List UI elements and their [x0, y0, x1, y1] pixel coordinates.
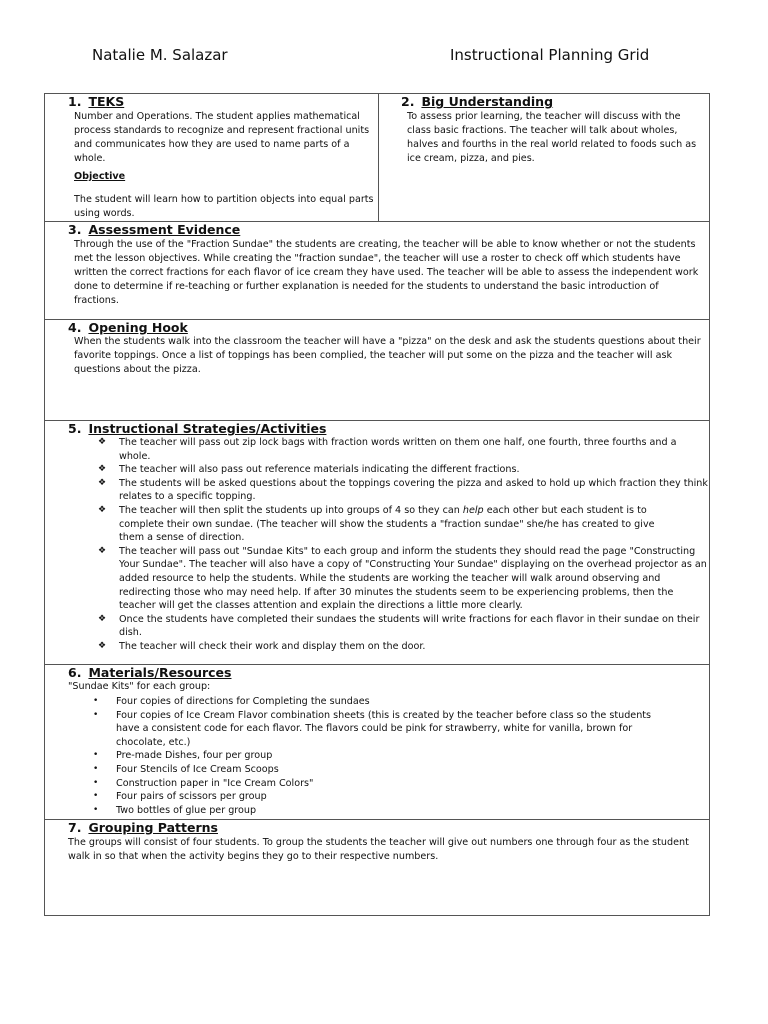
opening-hook-number: 4. — [68, 320, 82, 335]
bullet-icon: • — [93, 763, 99, 774]
opening-hook-heading — [68, 320, 188, 335]
strategies-heading — [68, 421, 326, 436]
big-understanding-text: To assess prior learning, the teacher will discuss with the class basic fractions. The teacher will talk about wholes, halves and fourths in the real world related to foods such as ice cream, pizza, and pies. — [407, 111, 697, 164]
bullet-icon: • — [93, 709, 99, 720]
section-materials — [45, 664, 709, 819]
materials-intro: "Sundae Kits" for each group: — [68, 681, 211, 692]
opening-hook-text: When the students walk into the classroom the teacher will have a "pizza" on the desk and ask the students questions about their favorite toppings. Once a list of toppings has been complied, the teacher will put some on the pizza and the teacher will ask questions about the pizza. — [74, 336, 701, 375]
list-item: • Construction paper in "Ice Cream Colors" — [93, 777, 314, 789]
materials-heading-label: Materials/Resources — [88, 665, 232, 680]
materials-heading — [68, 665, 231, 680]
list-item: ❖ Once the students have completed their sundaes the students will write fractions for each flavor in their sundae on their dish. — [98, 613, 700, 639]
planning-grid — [44, 93, 710, 916]
teks-text: Number and Operations. The student applies mathematical process standards to recognize and represent fractional units and communicates how they are used to name parts of a whole. — [74, 111, 370, 164]
diamond-bullet-icon: ❖ — [98, 477, 107, 488]
section-grouping — [45, 819, 709, 915]
list-item: • Two bottles of glue per group — [93, 804, 257, 816]
bullet-icon: • — [93, 777, 99, 788]
document-title: Instructional Planning Grid — [450, 46, 650, 64]
opening-hook-heading-label: Opening Hook — [88, 320, 188, 335]
bullet-icon: • — [93, 696, 99, 706]
section-instructional-strategies — [45, 420, 709, 664]
big-understanding-number: 2. — [401, 94, 415, 109]
strategies-list — [45, 436, 709, 654]
list-item: • Pre-made Dishes, four per group — [93, 750, 273, 762]
diamond-bullet-icon: ❖ — [98, 504, 107, 515]
diamond-bullet-icon: ❖ — [98, 613, 107, 624]
list-item: ❖ The teacher will pass out "Sundae Kits" to each group and inform the students they should read the page "Constructing Your Sundae". The teacher will also have a copy of "Constructing Your Sundae" displaying on the overhead projector as an added resource to help the students. While the students are working the teacher will walk around observing and redirecting those who may need help. If after 30 minutes the students seem to be experiencing problems, then the teacher will get the classes attention and explain the directions a little more clearly. — [98, 545, 707, 612]
section-teks-and-understanding — [45, 94, 709, 221]
grouping-heading-label: Grouping Patterns — [88, 820, 218, 835]
diamond-bullet-icon: ❖ — [98, 545, 107, 556]
list-item: ❖ The teacher will check their work and display them on the door. — [98, 640, 426, 652]
assessment-number: 3. — [68, 222, 82, 237]
teks-number: 1. — [68, 94, 82, 109]
assessment-heading-label: Assessment Evidence — [88, 222, 241, 237]
bullet-icon: • — [93, 791, 99, 802]
grouping-heading — [68, 820, 218, 835]
big-understanding-heading-label: Big Understanding — [421, 94, 554, 109]
list-item: ❖ The teacher will then split the students up into groups of 4 so they can help each other but each student is to complete their own sundae. (The teacher will show the students a "fraction sundae" she/he has created to give them a sense of direction. — [98, 504, 655, 544]
list-item: • Four pairs of scissors per group — [93, 791, 267, 803]
section-opening-hook — [45, 319, 709, 420]
author-name: Natalie M. Salazar — [92, 46, 228, 64]
diamond-bullet-icon: ❖ — [98, 437, 107, 447]
column-divider — [378, 94, 379, 221]
section-assessment — [45, 221, 709, 319]
list-item: ❖ The students will be asked questions about the toppings covering the pizza and asked to hold up which fraction they think relates to a specific topping. — [98, 477, 708, 503]
bullet-icon: • — [93, 804, 99, 815]
teks-heading — [68, 94, 124, 109]
list-item: • Four copies of Ice Cream Flavor combination sheets (this is created by the teacher before class so the students have a consistent code for each flavor. The flavors could be pink for strawberry, white for vanilla, brown for chocolate, etc.) — [93, 709, 652, 748]
materials-number: 6. — [68, 665, 82, 680]
bullet-icon: • — [93, 750, 99, 761]
teks-heading-label: TEKS — [88, 94, 125, 109]
grouping-number: 7. — [68, 820, 82, 835]
materials-list — [45, 695, 709, 817]
list-item: • Four Stencils of Ice Cream Scoops — [93, 763, 279, 775]
grouping-text: The groups will consist of four students. To group the students the teacher will give out numbers one through four as the student walk in so that when the activity begins they go to their respective numbers. — [68, 837, 689, 862]
list-item: • Four copies of directions for Completing the sundaes — [93, 696, 370, 707]
strategies-number: 5. — [68, 421, 82, 436]
strategies-heading-label: Instructional Strategies/Activities — [88, 421, 327, 436]
list-item: ❖ The teacher will also pass out reference materials indicating the different fractions. — [98, 464, 520, 476]
assessment-heading — [68, 222, 240, 237]
big-understanding-heading — [401, 94, 553, 109]
diamond-bullet-icon: ❖ — [98, 464, 107, 475]
diamond-bullet-icon: ❖ — [98, 640, 107, 651]
objective-label: Objective — [74, 171, 126, 182]
objective-text: The student will learn how to partition objects into equal parts using words. — [74, 194, 374, 219]
list-item: ❖ The teacher will pass out zip lock bags with fraction words written on them one half, one fourth, three fourths and a whole. — [98, 437, 677, 462]
assessment-text: Through the use of the "Fraction Sundae" the students are creating, the teacher will be able to know whether or not the students met the lesson objectives. While creating the "fraction sundae", the teacher will use a roster to check off which students have written the correct fractions for each flavor of ice cream they have used. The teacher will be able to assess the independent work done to determine if re-teaching or further explanation is needed for the students to understand the basic introduction of fractions. — [74, 239, 699, 306]
